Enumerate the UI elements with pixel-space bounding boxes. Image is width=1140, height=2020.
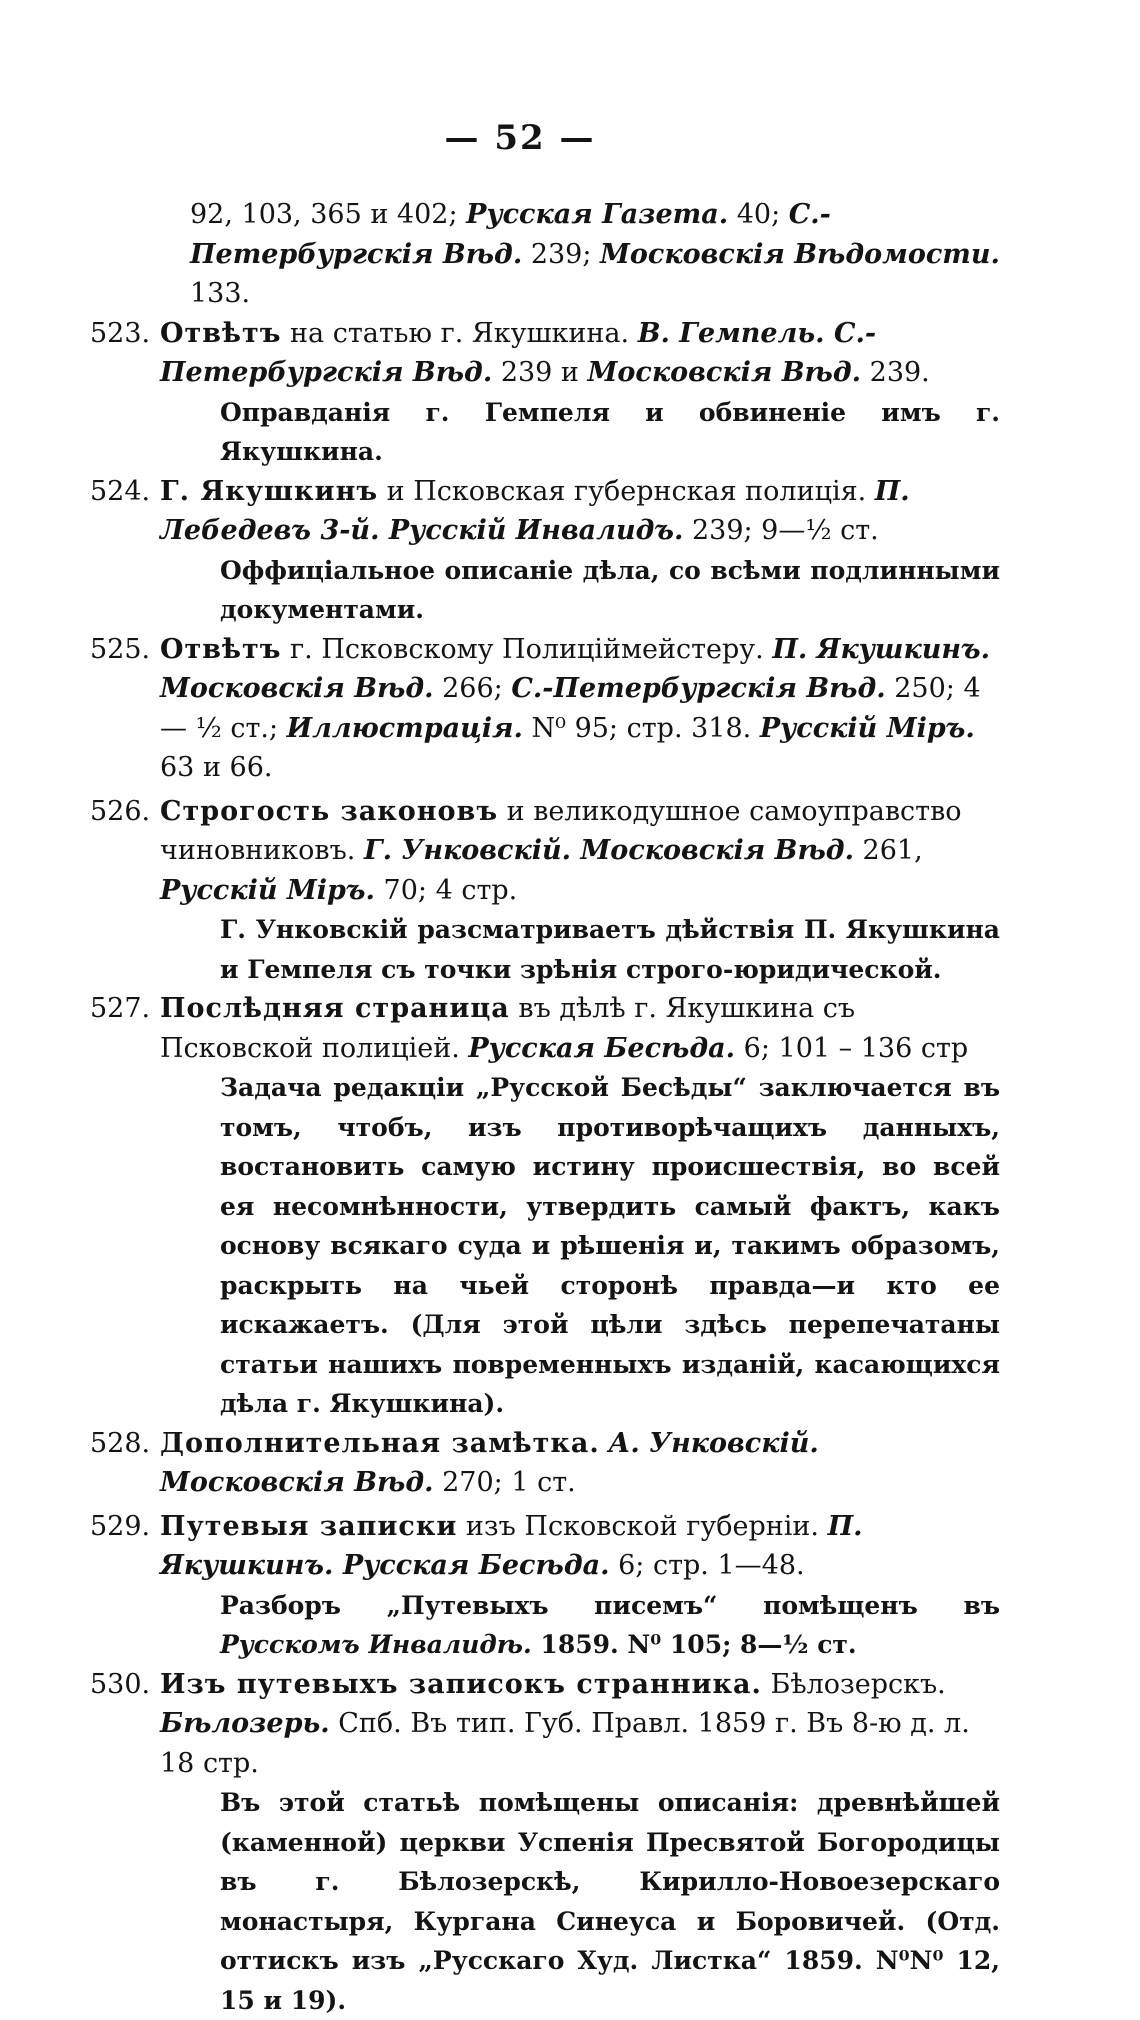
entry-number: 524.: [90, 475, 151, 507]
entry-523: 523. Отвѣтъ на статью г. Якушкина. В. Гемпель. С.-Петербургскія Вѣд. 239 и Московскія Вѣд. 239.: [90, 314, 1000, 393]
entry-number: 527.: [90, 993, 151, 1024]
entry-source: П. Якушкинъ. Московскія Вѣд.: [160, 633, 991, 704]
continued-entry: 92, 103, 365 и 402; Русская Газета. 40; С.-Петербургскія Вѣд. 239; Московскія Вѣдомости. 133.: [190, 199, 1000, 309]
entry-annotation: Г. Унковскій разсматриваетъ дѣйствія П. Якушкина и Гемпеля съ точки зрѣнія строго-юридической.: [220, 915, 1000, 984]
entry-number: 528.: [90, 1427, 151, 1459]
entry-source: П. Лебедевъ 3-й. Русскій Инвалидъ.: [160, 475, 910, 546]
entry-527: 527. Послѣдняя страница въ дѣлѣ г. Якушкина съ Псковской полиціей. Русская Бесѣда. 6; 101 – 136 стр: [90, 989, 1000, 1068]
entry-source: В. Гемпель. С.-Петербургскія Вѣд.: [160, 317, 877, 388]
entry-annotation: Въ этой статьѣ помѣщены описанія: древнѣйшей (каменной) церкви Успенія Пресвятой Богородицы въ г. Бѣлозерскѣ, Кирилло-Новоезерскаго монастыря, Кургана Синеуса и Боровичей. (Отд. оттискъ изъ „Русскаго Худ. Листка“ 1859. N⁰N⁰ 12, 15 и 19).: [220, 1788, 1000, 2015]
entry-525: 525. Отвѣтъ г. Псковскому Полиціймейстеру. П. Якушкинъ. Московскія Вѣд. 266; С.-Петербургскія Вѣд. 250; 4 — ½ ст.; Иллюстрація. N⁰ 95; стр. 318. Русскій Міръ. 63 и 66.: [90, 630, 1000, 788]
entry-title: Строгость законовъ: [160, 795, 499, 827]
entry-title: Путевыя записки: [160, 1510, 458, 1542]
entry-number: 526.: [90, 795, 151, 827]
entry-title: Отвѣтъ: [160, 633, 282, 665]
entry-title: Послѣдняя страница: [160, 993, 510, 1024]
entry-number: 525.: [90, 633, 151, 665]
bibliography-list: [90, 195, 1000, 2020]
entry-annotation: Задача редакціи „Русской Бесѣды“ заключается въ томъ, чтобъ, изъ противорѣчащихъ данныхъ, востановить самую истину происшествія, во всей ея несомнѣнности, утвердить самый фактъ, какъ основу всякаго суда и рѣшенія и, такимъ образомъ, раскрыть на чьей сторонѣ правда—и кто ее искажаетъ. (Для этой цѣли здѣсь перепечатаны статьи нашихъ повременныхъ изданій, касающихся дѣла г. Якушкина).: [220, 1073, 1000, 1418]
entry-source: Бѣлозерь.: [160, 1708, 330, 1739]
entry-number: 529.: [90, 1510, 151, 1542]
entry-number: 530.: [90, 1668, 151, 1700]
entry-source: А. Унковскій. Московскія Вѣд.: [160, 1427, 819, 1498]
entry-annotation: Оффиціальное описаніе дѣла, со всѣми подлинными документами.: [220, 555, 1000, 624]
entry-source: П. Якушкинъ. Русская Бесѣда.: [160, 1510, 863, 1581]
entry-title: Г. Якушкинъ: [160, 475, 379, 507]
entry-528: 528. Дополнительная замѣтка. А. Унковскій. Московскія Вѣд. 270; 1 ст.: [90, 1424, 1000, 1503]
entry-530: 530. Изъ путевыхъ записокъ странника. Бѣлозерскъ. Бѣлозерь. Спб. Въ тип. Губ. Правл. 1859 г. Въ 8-ю д. л. 18 стр.: [90, 1665, 1000, 1784]
entry-source: Г. Унковскій. Московскія Вѣд.: [363, 835, 854, 866]
entry-524: 524. Г. Якушкинъ и Псковская губернская полиція. П. Лебедевъ 3-й. Русскій Инвалидъ. 239; 9—½ ст.: [90, 472, 1000, 551]
entry-title: Отвѣтъ: [160, 317, 282, 349]
entry-annotation: Разборъ „Путевыхъ писемъ“ помѣщенъ въ Русскомъ Инвалидѣ. 1859. N⁰ 105; 8—½ ст.: [220, 1590, 1000, 1659]
entry-title: Изъ путевыхъ записокъ странника.: [160, 1668, 762, 1700]
entry-source: Русская Бесѣда.: [468, 1032, 736, 1064]
entry-526: 526. Строгость законовъ и великодушное самоуправство чиновниковъ. Г. Унковскій. Московскія Вѣд. 261, Русскій Міръ. 70; 4 стр.: [90, 792, 1000, 911]
entry-number: 523.: [90, 317, 151, 349]
entry-annotation: Оправданія г. Гемпеля и обвиненіе имъ г. Якушкина.: [220, 397, 1000, 466]
page-number: — 52 —: [444, 118, 596, 158]
entry-title: Дополнительная замѣтка.: [160, 1427, 600, 1459]
entry-529: 529. Путевыя записки изъ Псковской губерніи. П. Якушкинъ. Русская Бесѣда. 6; стр. 1—48.: [90, 1507, 1000, 1586]
